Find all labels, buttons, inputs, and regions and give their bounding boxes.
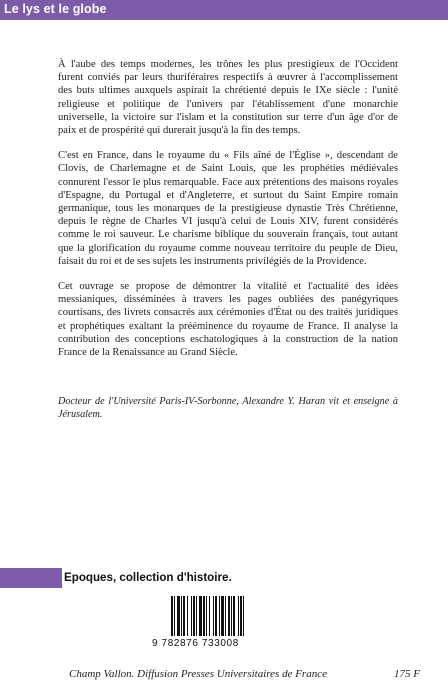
series-accent-block — [0, 568, 62, 588]
price: 175 F — [394, 668, 420, 680]
back-cover-text — [58, 58, 398, 371]
publisher-line: Champ Vallon. Diffusion Presses Universitaires de France — [69, 668, 327, 680]
series-label: Epoques, collection d'histoire. — [64, 571, 232, 584]
paragraph-2: C'est en France, dans le royaume du « Fils aîné de l'Église », descendant de Clovis, de Charlemagne et de Saint Louis, que les prophéties médiévales connurent l'essor le plus remarquable. Face aux prétentions des maisons royales d'Espagne, du Portugal et d'Angleterre, et surtout du Saint Empire romain germanique, tous les monarques de la prestigieuse dynastie Très Chrétienne, depuis le règne de Charles VI jusqu'à celui de Louis XIV, furent considérés comme le roi sauveur. Le charisme biblique du souverain français, tout autant que la glorification du royaume comme nouveau territoire du peuple de Dieu, faisait du roi et de ses sujets les instruments privilégiés de la Providence. — [58, 150, 398, 267]
book-title: Le lys et le globe — [4, 2, 107, 16]
paragraph-3: Cet ouvrage se propose de démontrer la vitalité et l'actualité des idées messianiques, disséminées à travers les pages oubliées des panégyriques courtisans, des livrets consacrés aux cérémonies d'État ou des traités juridiques et prophétiques exaltant la prééminence du royaume de France. Il analyse la contribution des conceptions eschatologiques à la construction de la nation France de la Renaissance au Grand Siècle. — [58, 281, 398, 359]
isbn-number: 9 782876 733008 — [152, 638, 239, 649]
paragraph-1: À l'aube des temps modernes, les trônes les plus prestigieux de l'Occident furent conviés par leurs thuriféraires respectifs à œuvrer à l'accomplissement des buts ultimes auxquels aspirait la chrétienté depuis le IXe siècle : l'unité religieuse et politique de l'univers par l'établissement d'une monarchie universelle, la victoire sur l'islam et la constitution sur terre d'un âge d'or de paix et de prospérité qui durerait jusqu'à la fin des temps. — [58, 59, 398, 137]
author-note: Docteur de l'Université Paris-IV-Sorbonne, Alexandre Y. Haran vit et enseigne à Jérusalem. — [58, 396, 398, 420]
series-bar — [0, 568, 448, 588]
barcode-icon — [170, 596, 278, 636]
